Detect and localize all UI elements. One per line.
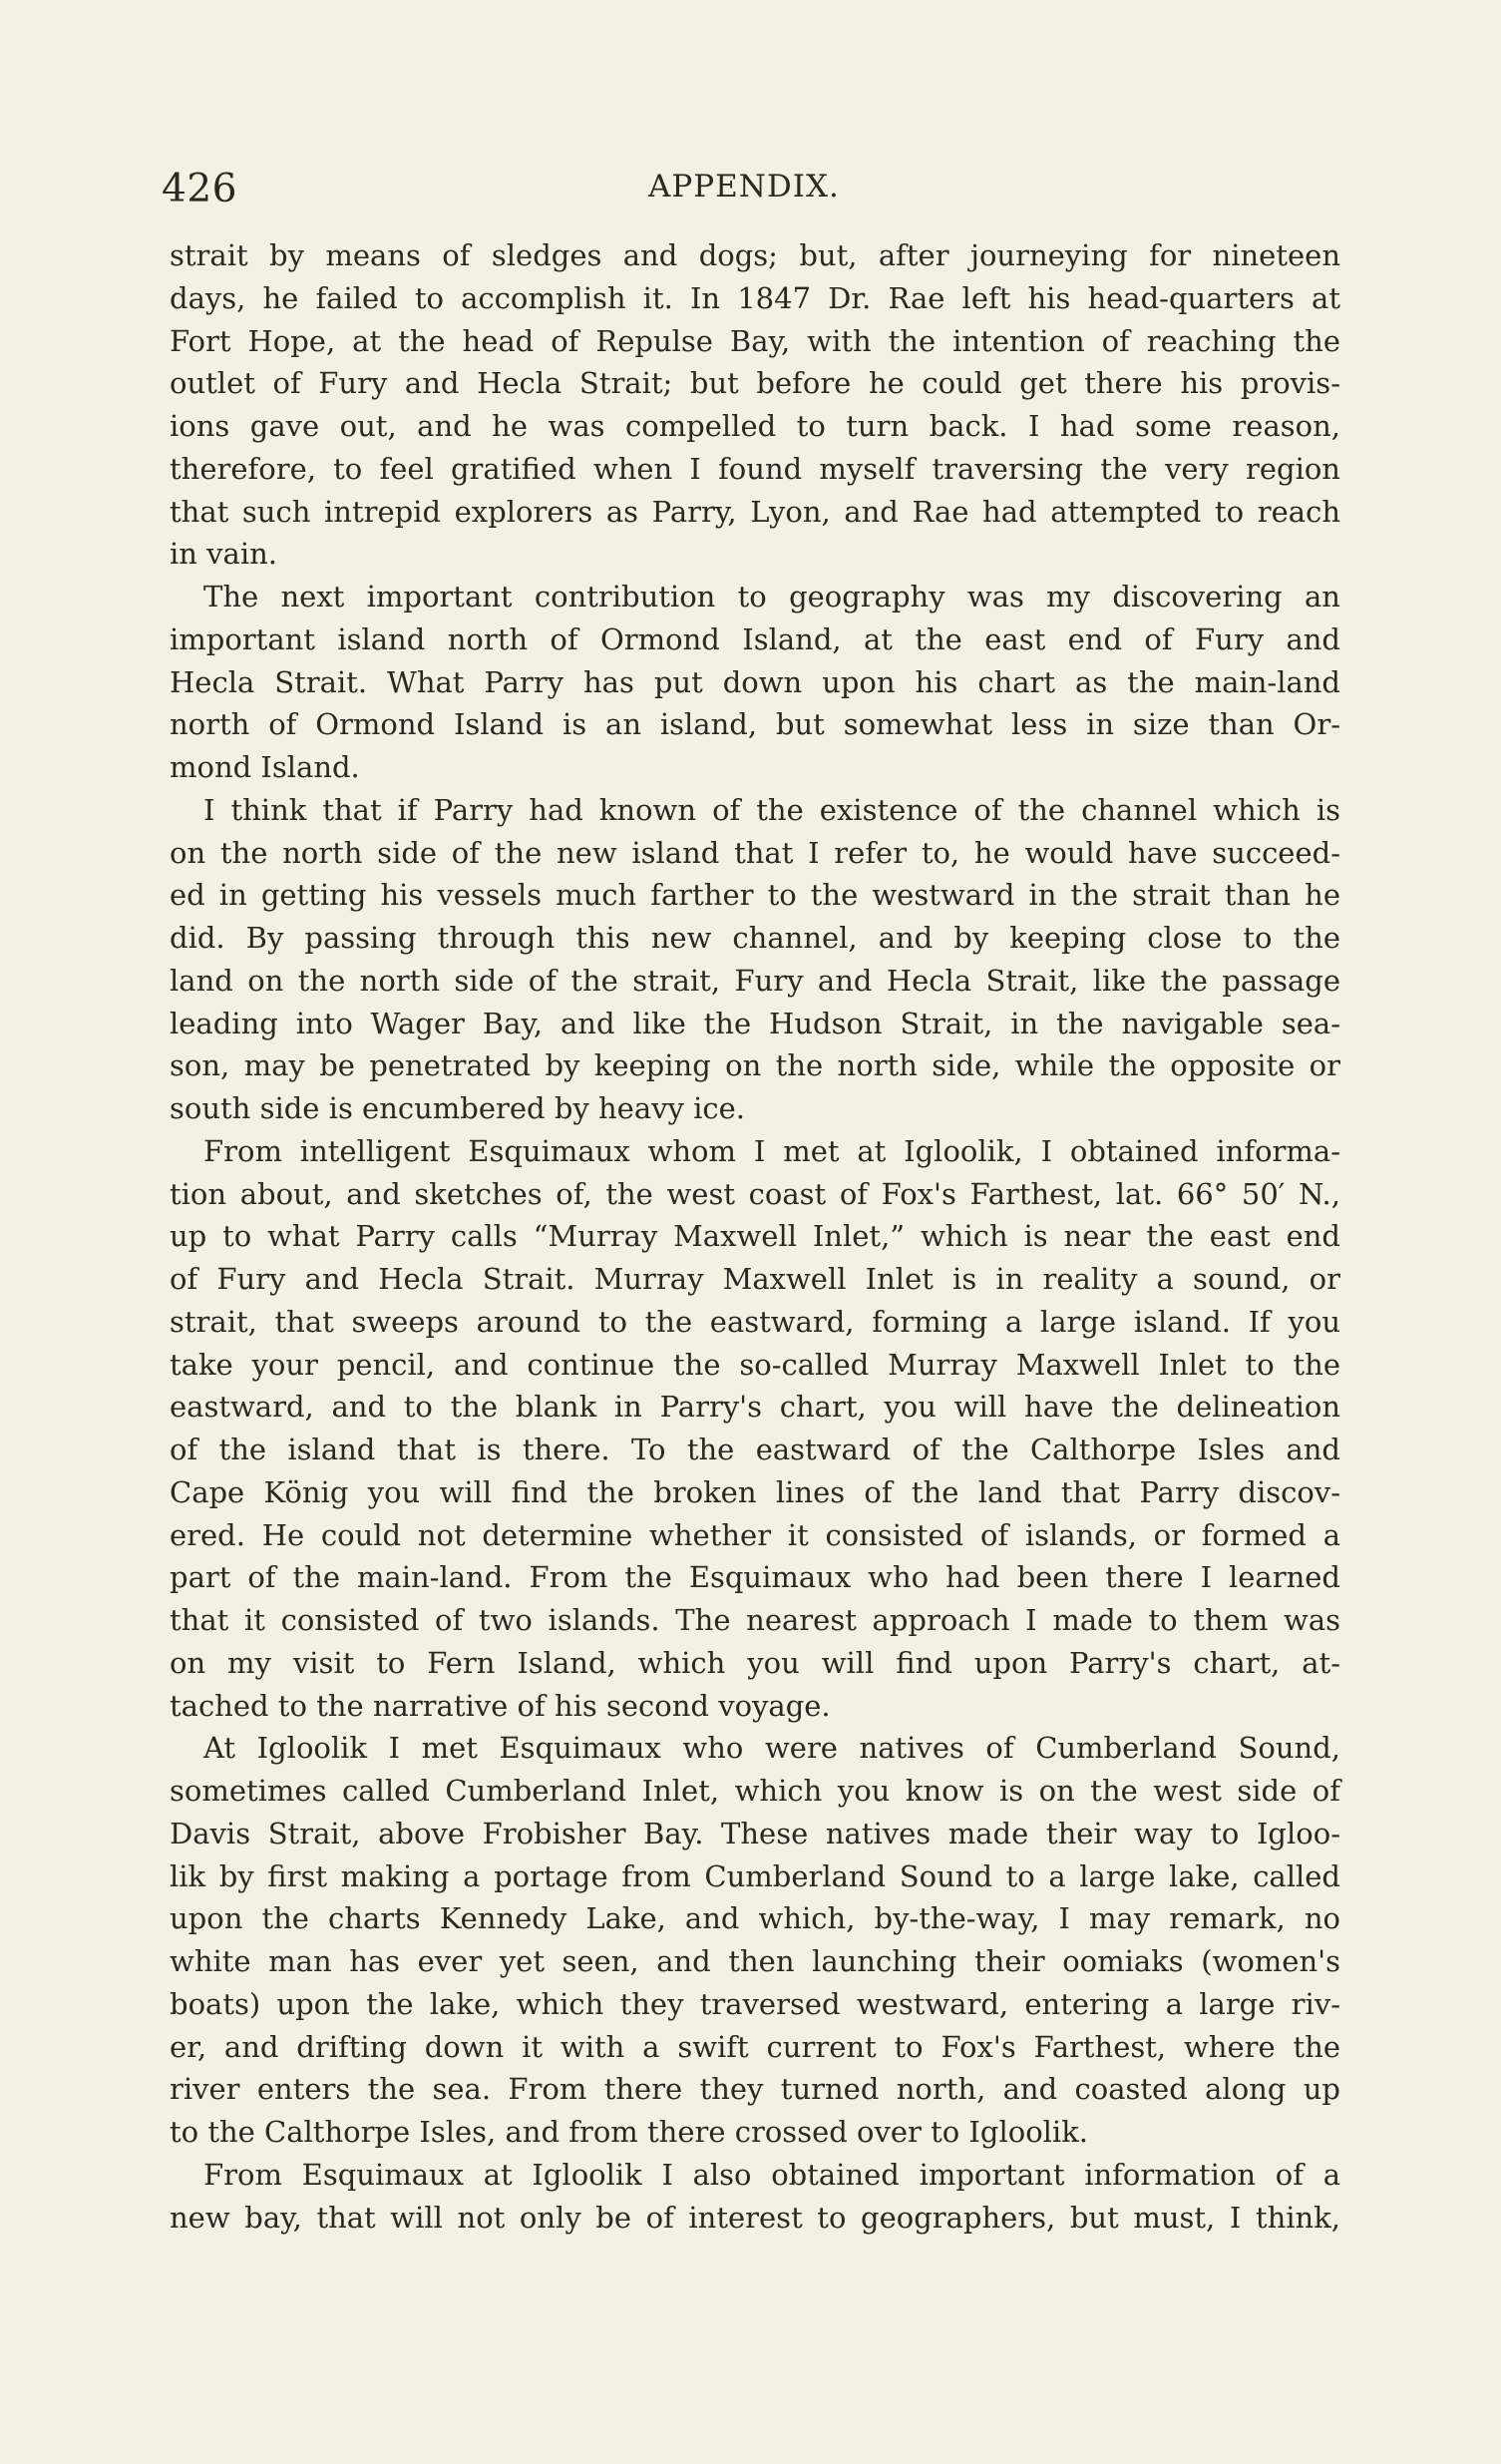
- text-line: Hecla Strait. What Parry has put down upon his chart as the main-land: [170, 664, 1340, 699]
- text-line: new bay, that will not only be of interest to geographers, but must, I think,: [170, 2200, 1340, 2235]
- text-line: ered. He could not determine whether it consisted of islands, or formed a: [170, 1517, 1340, 1552]
- text-line: tion about, and sketches of, the west coast of Fox's Farthest, lat. 66° 50′ N.,: [170, 1176, 1340, 1211]
- paragraph-first-line: From Esquimaux at Igloolik I also obtained important information of a: [203, 2157, 1340, 2192]
- text-line: white man has ever yet seen, and then launching their oomiaks (women's: [170, 1944, 1340, 1978]
- text-line: tached to the narrative of his second voyage.: [170, 1688, 831, 1723]
- text-line: lik by first making a portage from Cumberland Sound to a large lake, called: [170, 1858, 1340, 1893]
- text-line: ed in getting his vessels much farther to the westward in the strait than he: [170, 878, 1340, 913]
- text-line: mond Island.: [170, 750, 360, 784]
- text-line: up to what Parry calls “Murray Maxwell Inlet,” which is near the east end: [170, 1219, 1340, 1254]
- text-line: strait by means of sledges and dogs; but, after journeying for nineteen: [170, 238, 1340, 272]
- text-line: part of the main-land. From the Esquimaux who had been there I learned: [170, 1560, 1340, 1595]
- running-head: APPENDIX.: [648, 169, 840, 205]
- text-line: upon the charts Kennedy Lake, and which, by-the-way, I may remark, no: [170, 1901, 1340, 1936]
- text-line: strait, that sweeps around to the eastward, forming a large island. If you: [170, 1304, 1340, 1339]
- text-line: son, may be penetrated by keeping on the north side, while the opposite or: [170, 1048, 1340, 1083]
- text-line: Cape König you will find the broken lines of the land that Parry discov-: [170, 1474, 1340, 1509]
- page-number: 426: [162, 167, 237, 211]
- text-line: Fort Hope, at the head of Repulse Bay, with the intention of reaching the: [170, 323, 1340, 358]
- text-line: on my visit to Fern Island, which you will find upon Parry's chart, at-: [170, 1645, 1340, 1680]
- text-line: north of Ormond Island is an island, but somewhat less in size than Or-: [170, 707, 1340, 742]
- text-line: did. By passing through this new channel, and by keeping close to the: [170, 921, 1340, 955]
- text-line: river enters the sea. From there they turned north, and coasted along up: [170, 2072, 1340, 2107]
- text-line: eastward, and to the blank in Parry's chart, you will have the delineation: [170, 1390, 1340, 1425]
- text-line: land on the north side of the strait, Fury and Hecla Strait, like the passage: [170, 963, 1340, 998]
- text-line: ions gave out, and he was compelled to turn back. I had some reason,: [170, 409, 1340, 443]
- paragraph-first-line: The next important contribution to geography was my discovering an: [203, 580, 1340, 614]
- text-line: of the island that is there. To the eastward of the Calthorpe Isles and: [170, 1433, 1340, 1466]
- text-line: that it consisted of two islands. The nearest approach I made to them was: [170, 1603, 1340, 1637]
- text-line: boats) upon the lake, which they traversed westward, entering a large riv-: [170, 1986, 1340, 2021]
- paragraph-first-line: From intelligent Esquimaux whom I met at Igloolik, I obtained informa-: [203, 1133, 1340, 1168]
- body-text: [170, 234, 1340, 2239]
- text-line: sometimes called Cumberland Inlet, which you know is on the west side of: [170, 1774, 1340, 1808]
- page-header: [162, 160, 1340, 219]
- text-line: days, he failed to accomplish it. In 1847 Dr. Rae left his head-quarters at: [170, 280, 1340, 315]
- paragraph-first-line: I think that if Parry had known of the existence of the channel which is: [203, 792, 1340, 827]
- text-line: important island north of Ormond Island, at the east end of Fury and: [170, 621, 1340, 656]
- text-line: to the Calthorpe Isles, and from there crossed over to Igloolik.: [170, 2115, 1088, 2149]
- text-line: therefore, to feel gratified when I found myself traversing the very region: [170, 451, 1340, 486]
- paragraph-first-line: At Igloolik I met Esquimaux who were natives of Cumberland Sound,: [203, 1731, 1340, 1766]
- text-line: er, and drifting down it with a swift current to Fox's Farthest, where the: [170, 2029, 1340, 2064]
- text-line: that such intrepid explorers as Parry, Lyon, and Rae had attempted to reach: [170, 494, 1340, 529]
- text-line: leading into Wager Bay, and like the Hudson Strait, in the navigable sea-: [170, 1006, 1340, 1040]
- text-line: in vain.: [170, 537, 278, 572]
- text-line: south side is encumbered by heavy ice.: [170, 1091, 746, 1125]
- text-line: outlet of Fury and Hecla Strait; but before he could get there his provis-: [170, 366, 1340, 401]
- text-line: take your pencil, and continue the so-called Murray Maxwell Inlet to the: [170, 1347, 1340, 1382]
- text-line: of Fury and Hecla Strait. Murray Maxwell Inlet is in reality a sound, or: [170, 1262, 1340, 1296]
- text-line: on the north side of the new island that I refer to, he would have succeed-: [170, 835, 1340, 870]
- text-line: Davis Strait, above Frobisher Bay. These natives made their way to Igloo-: [170, 1816, 1340, 1850]
